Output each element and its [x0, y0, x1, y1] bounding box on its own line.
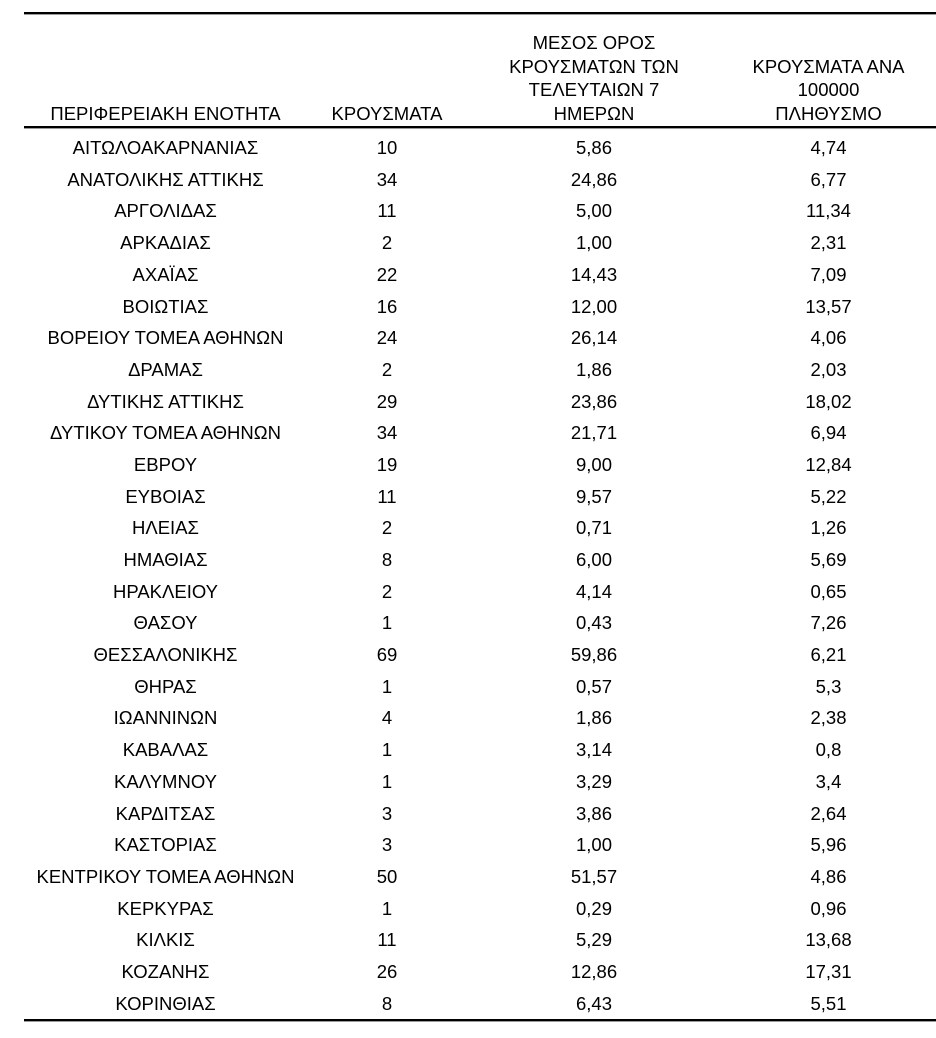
avg-7day-cell: 5,29 [575, 929, 612, 951]
table-row [24, 417, 936, 449]
per-100k-cell: 5,51 [810, 992, 847, 1014]
table-row [24, 544, 936, 576]
per-100k-cell: 2,38 [810, 707, 847, 729]
per-100k-cell: 1,26 [810, 517, 847, 539]
table-row [24, 702, 936, 734]
cases-cell: 34 [376, 168, 398, 190]
header-7day-average-line: ΤΕΛΕΥΤΑΙΩΝ 7 [528, 79, 660, 100]
table-row [24, 164, 936, 196]
avg-7day-cell: 14,43 [570, 263, 618, 285]
table-row [24, 639, 936, 671]
header-regional-unit: ΠΕΡΙΦΕΡΕΙΑΚΗ ΕΝΟΤΗΤΑ [50, 102, 281, 124]
header-7day-average-line: ΚΡΟΥΣΜΑΤΩΝ ΤΩΝ [509, 55, 679, 77]
table-header [24, 15, 936, 126]
table-row [24, 449, 936, 481]
table-row [24, 893, 936, 925]
regional-unit-cell: ΘΑΣΟΥ [133, 612, 198, 634]
table-row [24, 671, 936, 703]
header-cases: ΚΡΟΥΣΜΑΤΑ [331, 102, 443, 124]
regional-unit-cell: ΑΡΚΑΔΙΑΣ [120, 232, 211, 254]
regional-unit-cell: ΔΡΑΜΑΣ [128, 358, 203, 380]
per-100k-cell: 5,69 [810, 549, 847, 571]
avg-7day-cell: 26,14 [570, 327, 618, 349]
avg-7day-cell: 6,00 [575, 549, 612, 571]
cases-cell: 19 [376, 453, 398, 475]
avg-7day-cell: 6,43 [575, 992, 612, 1014]
cases-cell: 2 [381, 358, 393, 380]
table-row [24, 132, 936, 164]
cases-cell: 69 [376, 644, 398, 666]
per-100k-cell: 5,22 [810, 485, 847, 507]
per-100k-cell: 6,94 [810, 422, 847, 444]
regional-unit-cell: ΗΜΑΘΙΑΣ [123, 549, 208, 571]
table-row [24, 512, 936, 544]
avg-7day-cell: 23,86 [570, 390, 618, 412]
table-row [24, 607, 936, 639]
avg-7day-cell: 24,86 [570, 168, 618, 190]
per-100k-cell: 4,06 [810, 327, 847, 349]
table-row [24, 195, 936, 227]
avg-7day-cell: 9,00 [575, 453, 612, 475]
regional-unit-cell: ΚΕΝΤΡΙΚΟΥ ΤΟΜΕΑ ΑΘΗΝΩΝ [36, 865, 295, 887]
avg-7day-cell: 0,57 [575, 675, 612, 697]
regional-unit-cell: ΑΡΓΟΛΙΔΑΣ [114, 200, 217, 222]
regional-unit-cell: ΚΑΒΑΛΑΣ [122, 739, 209, 761]
regional-unit-cell: ΚΕΡΚΥΡΑΣ [117, 897, 214, 919]
table-row [24, 481, 936, 513]
table-row [24, 766, 936, 798]
cases-cell: 24 [376, 327, 398, 349]
cases-cell: 1 [381, 739, 393, 761]
table-row [24, 988, 936, 1020]
avg-7day-cell: 1,00 [575, 232, 612, 254]
regional-unit-cell: ΒΟΡΕΙΟΥ ΤΟΜΕΑ ΑΘΗΝΩΝ [47, 327, 284, 349]
table-row [24, 956, 936, 988]
per-100k-cell: 17,31 [805, 960, 852, 982]
per-100k-cell: 7,26 [810, 612, 847, 634]
per-100k-cell: 11,34 [806, 200, 851, 222]
regional-unit-cell: ΗΡΑΚΛΕΙΟΥ [113, 580, 218, 602]
avg-7day-cell: 21,71 [570, 422, 618, 444]
header-7day-average-line: ΗΜΕΡΩΝ [553, 102, 635, 124]
per-100k-cell: 13,57 [805, 295, 852, 317]
regional-unit-cell: ΕΥΒΟΙΑΣ [125, 485, 206, 507]
cases-cell: 11 [377, 929, 397, 951]
per-100k-cell: 6,77 [810, 168, 847, 190]
regional-unit-cell: ΚΑΣΤΟΡΙΑΣ [114, 834, 217, 856]
table-row [24, 576, 936, 608]
avg-7day-cell: 3,14 [575, 739, 612, 761]
table-row [24, 797, 936, 829]
cases-cell: 29 [376, 390, 398, 412]
cases-cell: 2 [381, 580, 393, 602]
cases-cell: 11 [377, 200, 397, 222]
regional-unit-cell: ΗΛΕΙΑΣ [132, 517, 199, 539]
table-body [24, 129, 936, 1019]
avg-7day-cell: 51,57 [570, 865, 618, 887]
avg-7day-cell: 4,14 [575, 580, 612, 602]
bottom-rule [24, 1019, 936, 1022]
regional-unit-cell: ΔΥΤΙΚΟΥ ΤΟΜΕΑ ΑΘΗΝΩΝ [50, 422, 281, 444]
per-100k-cell: 5,3 [815, 675, 842, 697]
per-100k-cell: 2,31 [810, 232, 847, 254]
avg-7day-cell: 0,71 [575, 517, 612, 539]
cases-cell: 1 [381, 612, 393, 634]
cases-cell: 3 [381, 802, 393, 824]
cases-table [24, 12, 936, 1022]
regional-unit-cell: ΚΟΡΙΝΘΙΑΣ [115, 992, 216, 1014]
per-100k-cell: 4,74 [810, 137, 847, 159]
cases-cell: 4 [381, 707, 393, 729]
cases-cell: 22 [376, 263, 398, 285]
per-100k-cell: 0,65 [810, 580, 847, 602]
header-cases-per-100k [721, 55, 936, 127]
table-row [24, 227, 936, 259]
cases-cell: 50 [376, 865, 398, 887]
avg-7day-cell: 0,43 [575, 612, 612, 634]
cases-cell: 34 [376, 422, 398, 444]
header-cases-per-100k-line: ΠΛΗΘΥΣΜΟ [775, 102, 882, 124]
header-7day-average-line: ΜΕΣΟΣ ΟΡΟΣ [532, 32, 656, 53]
avg-7day-cell: 1,86 [575, 358, 612, 380]
table-row [24, 259, 936, 291]
per-100k-cell: 6,21 [810, 644, 847, 666]
regional-unit-cell: ΑΙΤΩΛΟΑΚΑΡΝΑΝΙΑΣ [72, 137, 259, 159]
per-100k-cell: 0,96 [810, 897, 847, 919]
regional-unit-cell: ΑΝΑΤΟΛΙΚΗΣ ΑΤΤΙΚΗΣ [67, 168, 264, 190]
cases-cell: 1 [381, 675, 393, 697]
per-100k-cell: 2,03 [810, 358, 847, 380]
per-100k-cell: 0,8 [815, 739, 842, 761]
avg-7day-cell: 12,00 [570, 295, 618, 317]
regional-unit-cell: ΒΟΙΩΤΙΑΣ [122, 295, 209, 317]
per-100k-cell: 13,68 [805, 929, 852, 951]
regional-unit-cell: ΕΒΡΟΥ [133, 453, 198, 475]
table-row [24, 861, 936, 893]
regional-unit-cell: ΔΥΤΙΚΗΣ ΑΤΤΙΚΗΣ [87, 390, 244, 412]
regional-unit-cell: ΚΑΡΔΙΤΣΑΣ [115, 802, 216, 824]
cases-cell: 3 [381, 834, 393, 856]
cases-cell: 1 [381, 897, 393, 919]
regional-unit-cell: ΚΙΛΚΙΣ [136, 929, 195, 951]
cases-cell: 11 [377, 485, 397, 507]
regional-unit-cell: ΑΧΑΪΑΣ [132, 263, 199, 285]
avg-7day-cell: 1,00 [575, 834, 612, 856]
per-100k-cell: 3,4 [815, 770, 842, 792]
per-100k-cell: 12,84 [805, 453, 852, 475]
regional-unit-cell: ΘΗΡΑΣ [134, 675, 197, 697]
cases-cell: 2 [381, 232, 393, 254]
avg-7day-cell: 1,86 [575, 707, 612, 729]
avg-7day-cell: 12,86 [570, 960, 618, 982]
per-100k-cell: 2,64 [810, 802, 847, 824]
table-row [24, 290, 936, 322]
cases-cell: 8 [381, 992, 393, 1014]
cases-cell: 8 [381, 549, 393, 571]
avg-7day-cell: 3,86 [575, 802, 612, 824]
avg-7day-cell: 5,86 [575, 137, 612, 159]
regional-unit-cell: ΘΕΣΣΑΛΟΝΙΚΗΣ [93, 644, 238, 666]
avg-7day-cell: 0,29 [575, 897, 612, 919]
table-row [24, 322, 936, 354]
cases-cell: 10 [376, 137, 398, 159]
avg-7day-cell: 3,29 [575, 770, 612, 792]
table-row [24, 829, 936, 861]
header-7day-average [467, 31, 721, 126]
avg-7day-cell: 5,00 [575, 200, 612, 222]
header-cases-per-100k-line: ΚΡΟΥΣΜΑΤΑ ΑΝΑ 100000 [752, 55, 905, 100]
table-row [24, 924, 936, 956]
table-row [24, 354, 936, 386]
table-row [24, 386, 936, 418]
avg-7day-cell: 9,57 [575, 485, 612, 507]
cases-cell: 26 [376, 960, 398, 982]
per-100k-cell: 7,09 [810, 263, 847, 285]
regional-unit-cell: ΚΑΛΥΜΝΟΥ [114, 770, 217, 792]
per-100k-cell: 4,86 [810, 865, 847, 887]
per-100k-cell: 5,96 [810, 834, 847, 856]
cases-cell: 2 [381, 517, 393, 539]
cases-cell: 16 [376, 295, 398, 317]
table-row [24, 734, 936, 766]
avg-7day-cell: 59,86 [570, 644, 618, 666]
regional-unit-cell: ΚΟΖΑΝΗΣ [121, 960, 210, 982]
per-100k-cell: 18,02 [805, 390, 852, 412]
cases-cell: 1 [381, 770, 393, 792]
regional-unit-cell: ΙΩΑΝΝΙΝΩΝ [113, 707, 218, 729]
